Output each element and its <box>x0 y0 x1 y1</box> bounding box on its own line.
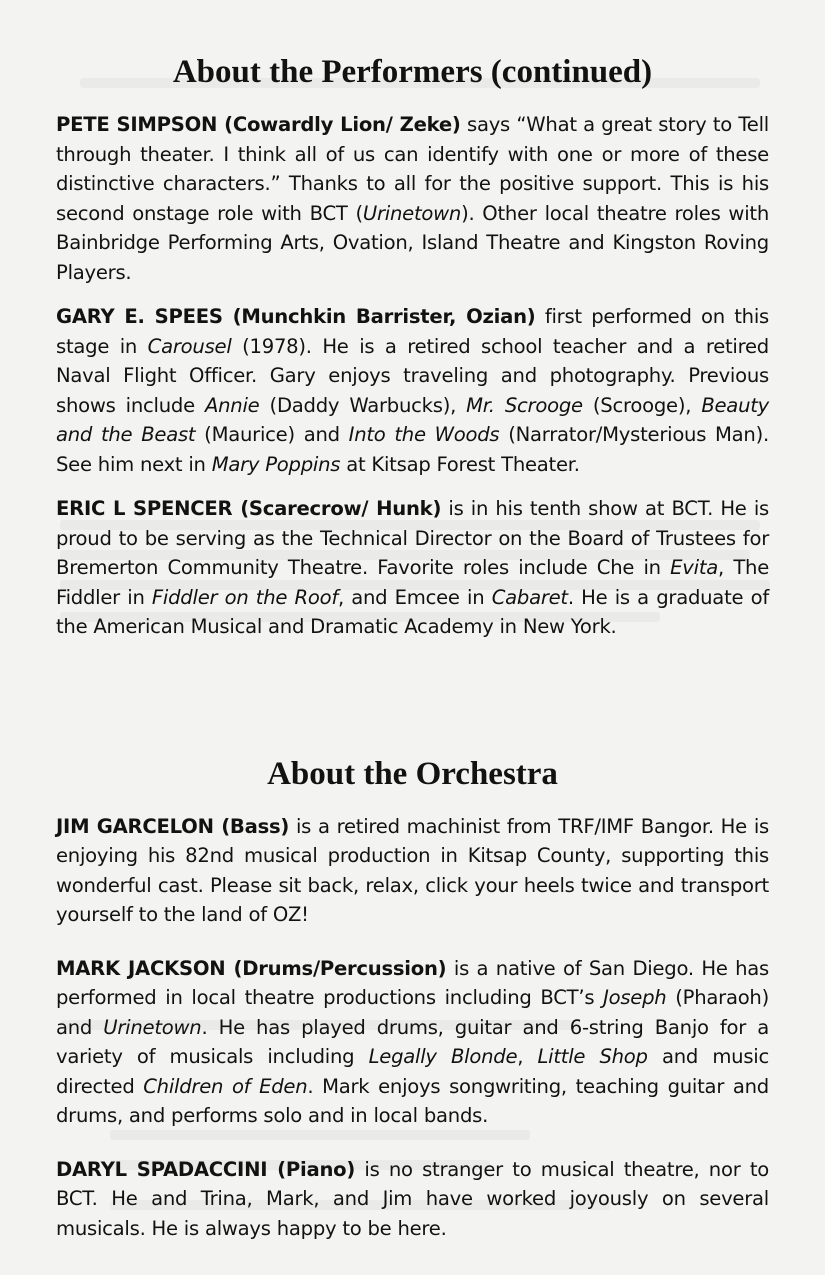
program-page <box>56 52 769 1258</box>
performer-name: PETE SIMPSON (Cowardly Lion/ Zeke) <box>56 113 461 136</box>
performers-heading: About the Performers (continued) <box>172 54 653 90</box>
show-title: Beauty and the Beast <box>56 393 770 446</box>
show-title: Mr. Scrooge <box>466 393 583 417</box>
show-title: Evita <box>670 556 719 579</box>
bio-eric-spencer: ERIC L SPENCER (Scarecrow/ Hunk) is in his tenth show at BCT. He is proud to be serving as the Technical Director on the Board of Trustees for Bremerton Community Theatre. Favorite roles include Che in Evita, The Fiddler in Fiddler on the Roof, and Emcee in Cabaret. He is a graduate of the American Musical and Dramatic Academy in New York. <box>56 497 770 638</box>
orchestra-heading: About the Orchestra <box>267 755 558 792</box>
show-title: Cabaret <box>491 585 568 609</box>
bio-jim-garcelon: JIM GARCELON (Bass) is a retired machinist from TRF/IMF Bangor. He is enjoying his 82nd musical production in Kitsap County, supporting this wonderful cast. Please sit back, relax, click your heels twice and transport yourself to the land of OZ! <box>56 814 769 926</box>
performer-name: ERIC L SPENCER (Scarecrow/ Hunk) <box>56 497 442 520</box>
show-title: Carousel <box>147 334 232 358</box>
show-title: Joseph <box>603 986 667 1009</box>
musician-name: DARYL SPADACCINI (Piano) <box>56 1157 356 1181</box>
musician-name: JIM GARCELON (Bass) <box>56 814 290 838</box>
bio-mark-jackson: MARK JACKSON (Drums/Percussion) is a native of San Diego. He has performed in local theatre productions including BCT’s Joseph (Pharaoh) and Urinetown. He has played drums, guitar and 6-string Banjo for a variety of musicals including Legally Blonde, Little Shop and music directed Children of Eden. Mark enjoys songwriting, teaching guitar and drums, and performs solo and in local bands. <box>56 956 770 1127</box>
musician-name: MARK JACKSON (Drums/Percussion) <box>56 956 447 980</box>
show-title: Urinetown <box>362 201 462 225</box>
show-title: Annie <box>204 393 260 417</box>
show-title: Mary Poppins <box>211 452 341 476</box>
bio-gary-spees: GARY E. SPEES (Munchkin Barrister, Ozian) first performed on this stage in Carousel (1978). He is a retired school teacher and a retired Naval Flight Officer. Gary enjoys traveling and photography. Previous shows include Annie (Daddy Warbucks), Mr. Scrooge (Scrooge), Beauty and the Beast (Maurice) and Into the Woods (Narrator/Mysterious Man). See him next in Mary Poppins at Kitsap Forest Theater. <box>56 305 770 476</box>
show-title: Urinetown <box>103 1015 202 1039</box>
show-title: Into the Woods <box>348 423 500 446</box>
bio-daryl-spadaccini: DARYL SPADACCINI (Piano) is no stranger to musical theatre, nor to BCT. He and Trina, Mark, and Jim have worked joyously on several musicals. He is always happy to be here. <box>56 1157 769 1240</box>
bio-pete-simpson: PETE SIMPSON (Cowardly Lion/ Zeke) says “What a great story to Tell through theater. I think all of us can identify with one or more of these distinctive characters.” Thanks to all for the positive support. This is his second onstage role with BCT (Urinetown). Other local theatre roles with Bainbridge Performing Arts, Ovation, Island Theatre and Kingston Roving Players. <box>56 113 770 284</box>
show-title: Children of Eden <box>143 1074 308 1098</box>
show-title: Fiddler on the Roof <box>151 585 338 609</box>
show-title: Little Shop <box>537 1045 648 1068</box>
performer-name: GARY E. SPEES (Munchkin Barrister, Ozian) <box>56 305 536 328</box>
show-title: Legally Blonde <box>368 1045 518 1068</box>
